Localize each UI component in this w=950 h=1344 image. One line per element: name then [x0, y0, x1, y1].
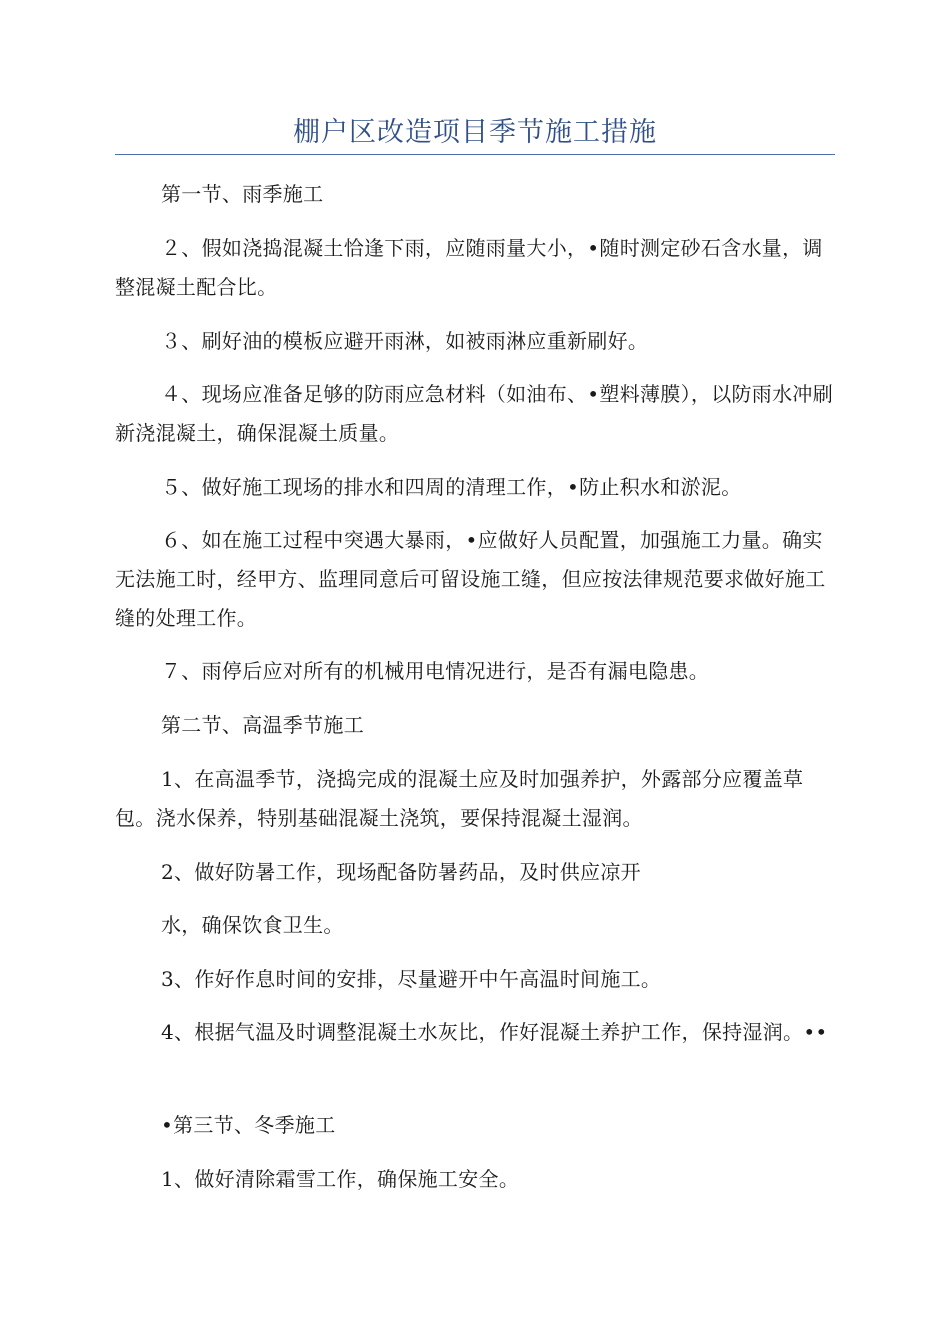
paragraph-winter-item-1: 1、做好清除霜雪工作，确保施工安全。: [161, 1167, 520, 1191]
paragraph-rain-item-2: ２、假如浇捣混凝土恰逢下雨，应随雨量大小，•随时测定砂石含水量，调整混凝土配合比。: [115, 236, 823, 299]
paragraph-heat-item-1: 1、在高温季节，浇捣完成的混凝土应及时加强养护，外露部分应覆盖草包。浇水保养，特别基础混凝土浇筑，要保持混凝土湿润。: [115, 767, 804, 830]
paragraph-heat-item-4: 4、根据气温及时调整混凝土水灰比，作好混凝土养护工作，保持湿润。••: [161, 1020, 828, 1044]
paragraph-rain-item-4: ４、现场应准备足够的防雨应急材料（如油布、•塑料薄膜），以防雨水冲刷新浇混凝土，确保混凝土质量。: [115, 382, 833, 445]
paragraph-rain-item-6: ６、如在施工过程中突遇大暴雨，•应做好人员配置，加强施工力量。确实无法施工时，经甲方、监理同意后可留设施工缝，但应按法律规范要求做好施工缝的处理工作。: [115, 528, 826, 630]
document-title: 棚户区改造项目季节施工措施: [293, 117, 657, 148]
title-underline: [115, 154, 835, 155]
paragraph-heat-item-2: 2、做好防暑工作，现场配备防暑药品，及时供应凉开: [161, 860, 641, 884]
paragraph-heat-item-2-continued: 水，确保饮食卫生。: [161, 913, 344, 937]
section-heading-rainy-season: 第一节、雨季施工: [161, 182, 324, 206]
paragraph-rain-item-3: ３、刷好油的模板应避开雨淋，如被雨淋应重新刷好。: [161, 329, 649, 353]
paragraph-heat-item-3: 3、作好作息时间的安排，尽量避开中午高温时间施工。: [161, 967, 662, 991]
section-heading-winter: •第三节、冬季施工: [161, 1113, 336, 1137]
section-heading-hot-season: 第二节、高温季节施工: [161, 713, 364, 737]
paragraph-rain-item-5: ５、做好施工现场的排水和四周的清理工作，•防止积水和淤泥。: [161, 475, 742, 499]
paragraph-rain-item-7: ７、雨停后应对所有的机械用电情况进行，是否有漏电隐患。: [161, 659, 710, 683]
